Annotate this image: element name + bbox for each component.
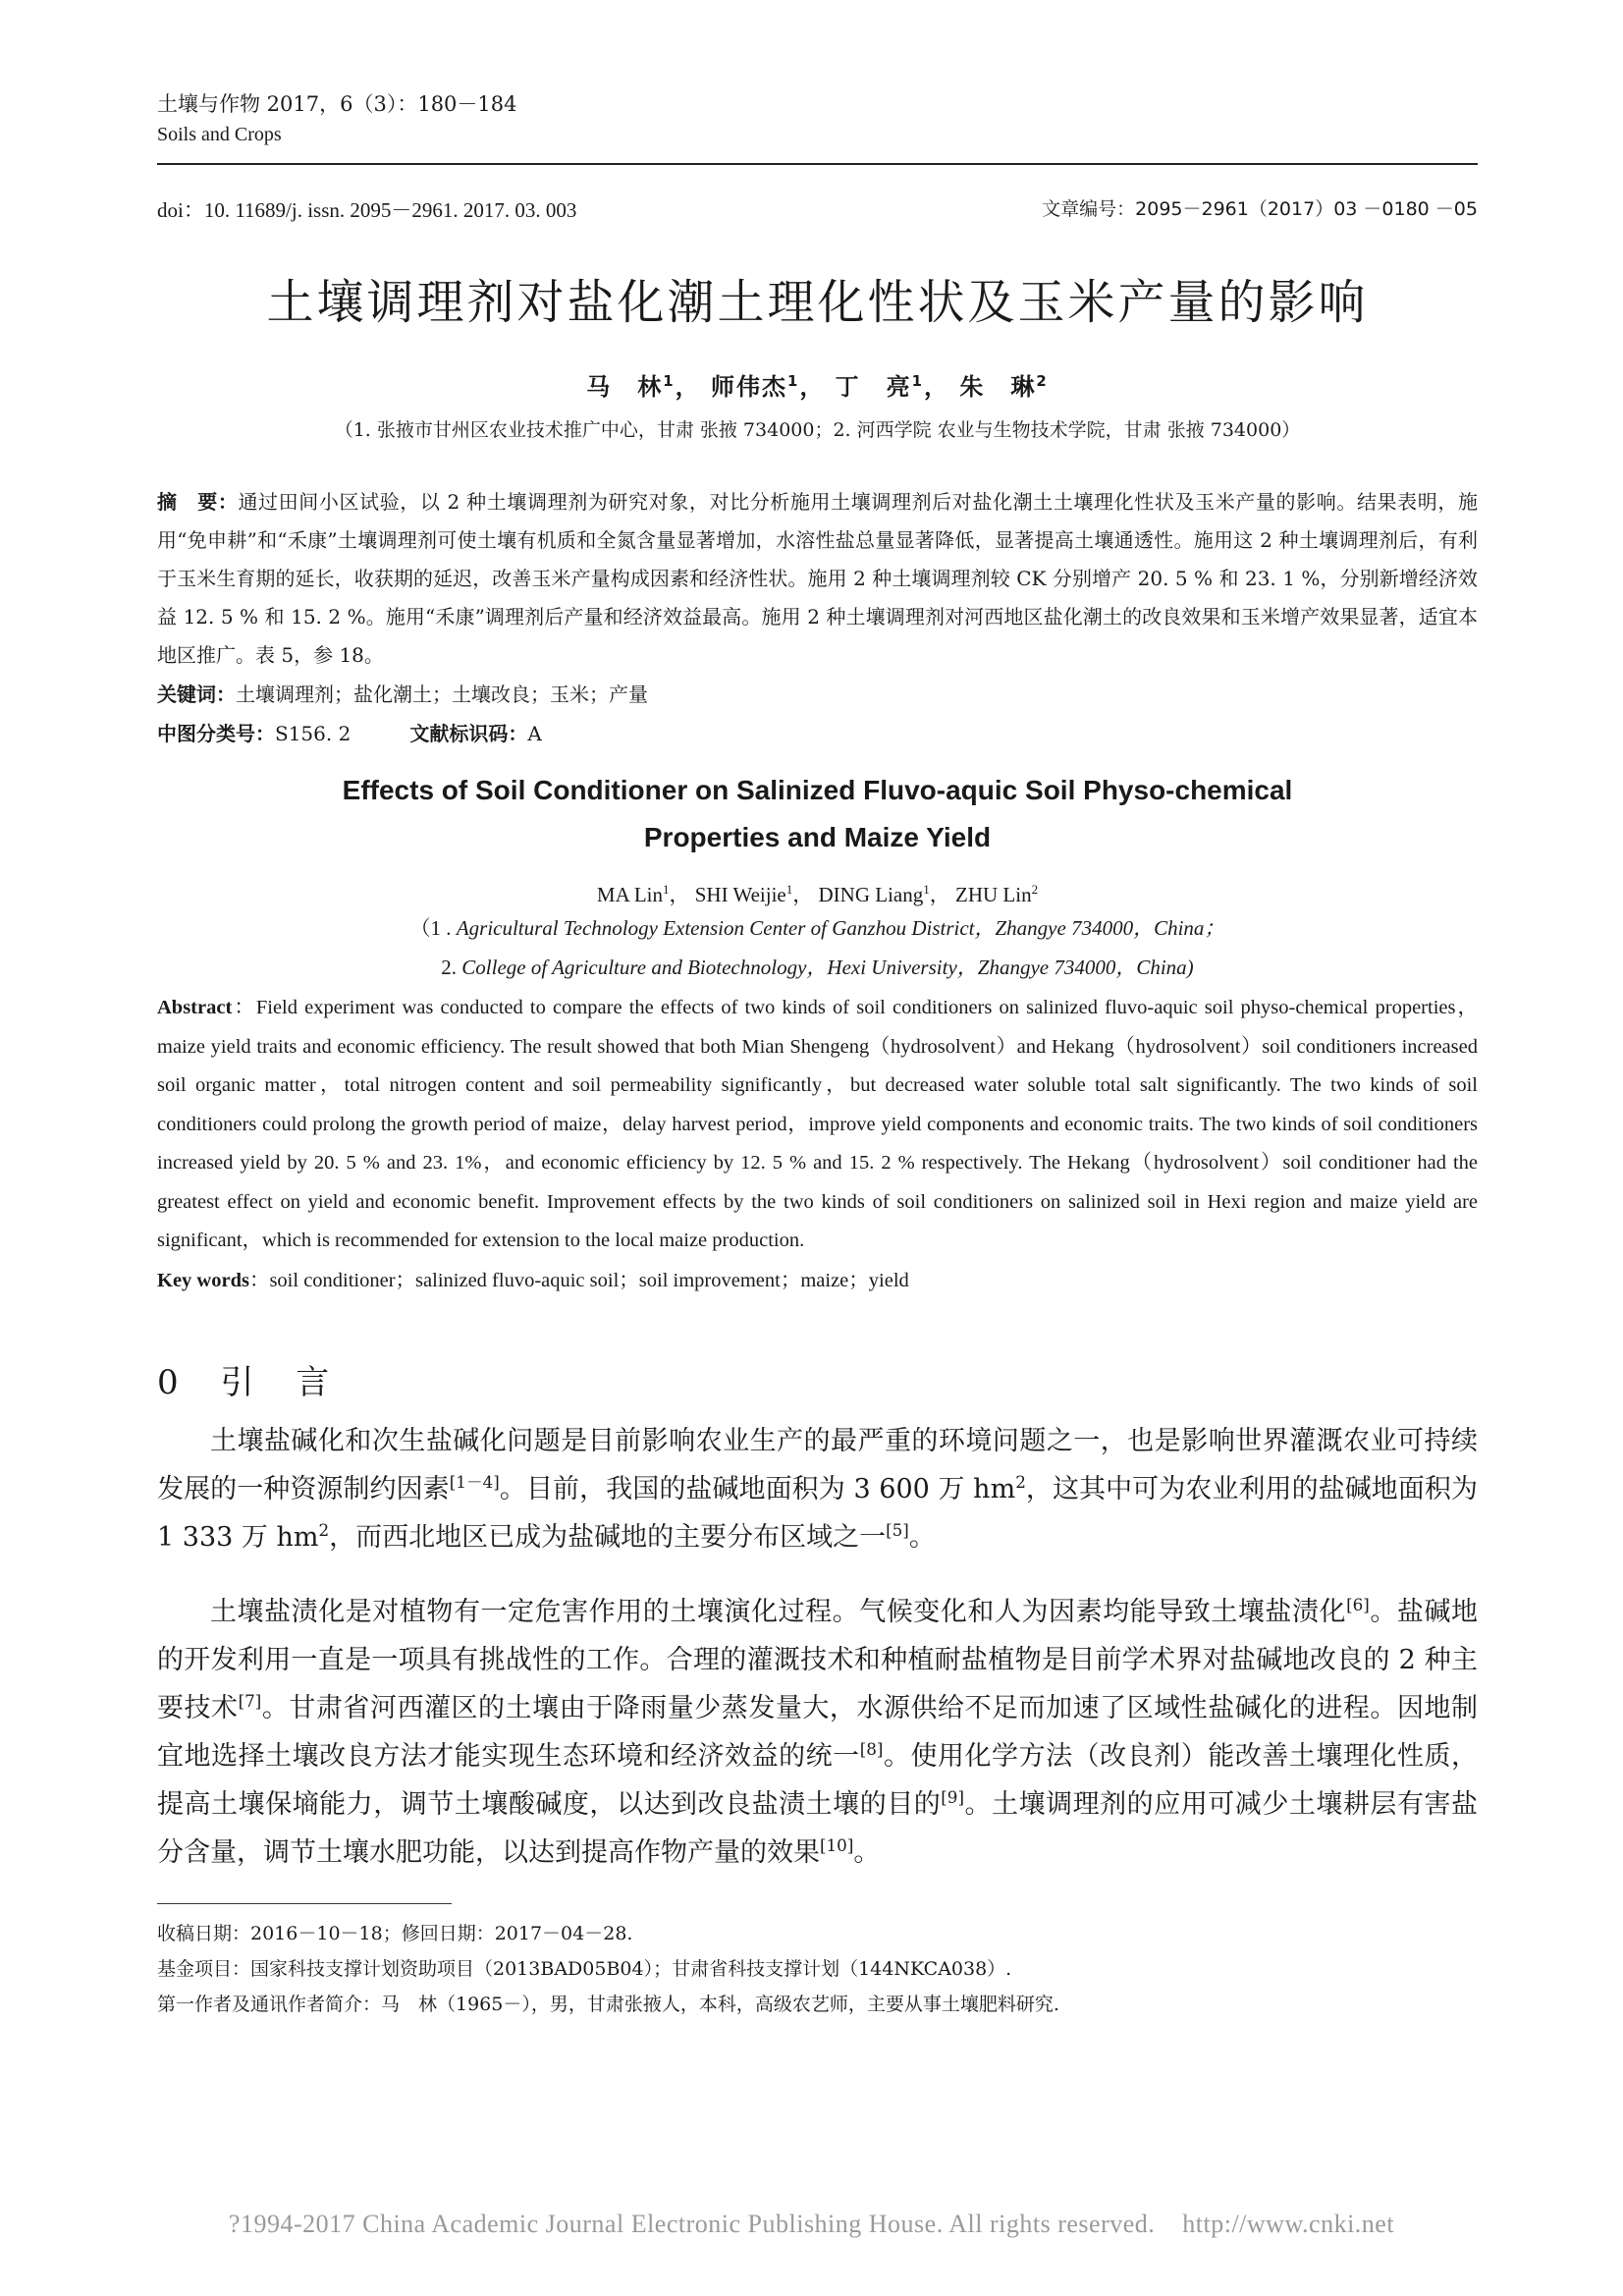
author-en: SHI Weijie$^1$， xyxy=(694,882,814,906)
journal-citation-cn: 土壤与作物 2017，6（3）：180－184 xyxy=(157,92,517,116)
keywords-en-text: ：soil conditioner；salinized fluvo-aquic soil；soil improvement；maize；yield xyxy=(248,1269,909,1291)
footnote-author: 第一作者及通讯作者简介：马 林（1965－），男，甘肃张掖人，本科，高级农艺师，主要从事土壤肥料研究. xyxy=(157,1993,1059,2015)
footnote-fund: 基金项目：国家科技支撑计划资助项目（2013BAD05B04）；甘肃省科技支撑计划（144NKCA038）. xyxy=(157,1957,1012,1980)
header-rule xyxy=(157,163,1478,165)
title-cn: 土壤调理剂对盐化潮土理化性状及玉米产量的影响 xyxy=(266,275,1369,330)
author-en: DING Liang$^1$， xyxy=(818,882,950,906)
classification-row xyxy=(157,714,1478,753)
keywords-cn xyxy=(157,675,1478,714)
authors-cn xyxy=(157,367,1478,402)
citation: [5] xyxy=(886,1519,909,1540)
abstract-en xyxy=(157,989,1478,1261)
affiliation-en: （1 . Agricultural Technology Extension Center of Ganzhou District，Zhangye 734000，China； 2. College of Agriculture and Biotechnology，Hexi University，Zhangye 734000，China) xyxy=(409,916,1225,979)
author-cn: 丁 亮$^1$， xyxy=(835,372,950,401)
authors-en xyxy=(157,879,1478,908)
abstract-cn-text: 通过田间小区试验，以 2 种土壤调理剂为研究对象，对比分析施用土壤调理剂后对盐化潮土土壤理化性状及玉米产量的影响。结果表明，施用“免申耕”和“禾康”土壤调理剂可使土壤有机质和全氮含量显著增加，水溶性盐总量显著降低，显著提高土壤通透性。施用这 2 种土壤调理剂后，有利于玉米生育期的延长，收获期的延迟，改善玉米产量构成因素和经济性状。施用 2 种土壤调理剂较 CK 分别增产 20. 5 % 和 23. 1 %，分别新增经济效益 12. 5 % 和 15. 2 %。施用“禾康”调理剂后产量和经济效益最高。施用 2 种土壤调理剂对河西地区盐化潮土的改良效果和玉米增产效果显著，适宜本地区推广。表 5，参 18。 xyxy=(157,490,1478,667)
article-number: 文章编号：2095－2961（2017）03 －0180 －05 xyxy=(1042,198,1478,220)
author-cn: 朱 琳$^2$ xyxy=(959,372,1049,401)
citation: [9] xyxy=(941,1786,964,1807)
author-cn: 马 林$^1$， xyxy=(586,372,701,401)
copyright-notice: ?1994-2017 China Academic Journal Electronic Publishing House. All rights reserved. http://www.cnki.net xyxy=(228,2210,1395,2238)
section-heading-introduction: 0 引 言 xyxy=(157,1362,346,1402)
keywords-cn-label: 关键词： xyxy=(157,683,236,706)
document-code: 文献标识码：A xyxy=(409,722,542,745)
citation: [10] xyxy=(820,1834,854,1855)
affiliation-cn: （1. 张掖市甘州区农业技术推广中心，甘肃 张掖 734000；2. 河西学院 农业与生物技术学院，甘肃 张掖 734000） xyxy=(334,419,1301,441)
journal-name-en: Soils and Crops xyxy=(157,124,282,145)
paper-page xyxy=(157,88,1478,2022)
citation: [7] xyxy=(238,1690,262,1711)
clc-code: 中图分类号：S156. 2 xyxy=(157,722,352,745)
footnote-rule xyxy=(157,1903,452,1904)
keywords-en xyxy=(157,1261,1478,1300)
abstract-en-label: Abstract xyxy=(157,997,233,1018)
author-en: ZHU Lin$^2$ xyxy=(955,882,1039,906)
footnote-received: 收稿日期：2016－10－18；修回日期：2017－04－28. xyxy=(157,1922,633,1944)
doi: doi：10. 11689/j. issn. 2095－2961. 2017. 03. 003 xyxy=(157,198,577,222)
intro-paragraph-2: 土壤盐渍化是对植物有一定危害作用的土壤演化过程。气候变化和人为因素均能导致土壤盐渍化[6]。盐碱地的开发利用一直是一项具有挑战性的工作。合理的灌溉技术和种植耐盐植物是目前学术界对盐碱地改良的 2 种主要技术[7]。甘肃省河西灌区的土壤由于降雨量少蒸发量大，水源供给不足而加速了区域性盐碱化的进程。因地制宜地选择土壤改良方法才能实现生态环境和经济效益的统一[8]。使用化学方法（改良剂）能改善土壤理化性质，提高土壤保墒能力，调节土壤酸碱度，以达到改良盐渍土壤的目的[9]。土壤调理剂的应用可减少土壤耕层有害盐分含量，调节土壤水肥功能，以达到提高作物产量的效果[10]。 xyxy=(157,1594,1479,1868)
citation: [1－4] xyxy=(449,1471,500,1492)
title-en: Effects of Soil Conditioner on Salinized Fluvo-aquic Soil Physo-chemical Properties and Maize Yield xyxy=(342,775,1293,852)
author-en: MA Lin$^1$， xyxy=(596,882,690,906)
abstract-cn-label: 摘 要： xyxy=(157,490,239,514)
author-cn: 师伟杰$^1$， xyxy=(710,372,826,401)
abstract-en-text: ：Field experiment was conducted to compare the effects of two kinds of soil conditioners on salinized fluvo-aquic soil physo-chemical properties，maize yield traits and economic efficiency. The result showed that both Mian Shengeng（hydrosolvent）and Hekang（hydrosolvent）soil conditioners increased soil organic matter，total nitrogen content and soil permeability significantly，but decreased water soluble total salt significantly. The two kinds of soil conditioners could prolong the growth period of maize，delay harvest period，improve yield components and economic traits. The two kinds of soil conditioners increased yield by 20. 5 % and 23. 1%，and economic efficiency by 12. 5 % and 15. 2 % respectively. The Hekang（hydrosolvent）soil conditioner had the greatest effect on yield and economic benefit. Improvement effects by the two kinds of soil conditioners on salinized soil in Hexi region and maize yield are significant，which is recommended for extension to the local maize production. xyxy=(157,997,1478,1251)
citation: [6] xyxy=(1346,1594,1370,1614)
meta-row xyxy=(157,194,1478,224)
keywords-en-label: Key words xyxy=(157,1269,249,1291)
abstract-cn xyxy=(157,483,1478,675)
keywords-cn-text: 土壤调理剂；盐化潮土；土壤改良；玉米；产量 xyxy=(236,683,648,706)
running-header xyxy=(157,88,1478,165)
intro-paragraph-1: 土壤盐碱化和次生盐碱化问题是目前影响农业生产的最严重的环境问题之一，也是影响世界灌溉农业可持续发展的一种资源制约因素[1－4]。目前，我国的盐碱地面积为 3 600 万 $hm^2$，这其中可为农业利用的盐碱地面积为 1 333 万 $hm^2$，而西北地区已成为盐碱地的主要分布区域之一[5]。 xyxy=(157,1425,1479,1553)
citation: [8] xyxy=(859,1738,884,1759)
footnotes xyxy=(157,1916,1478,2022)
